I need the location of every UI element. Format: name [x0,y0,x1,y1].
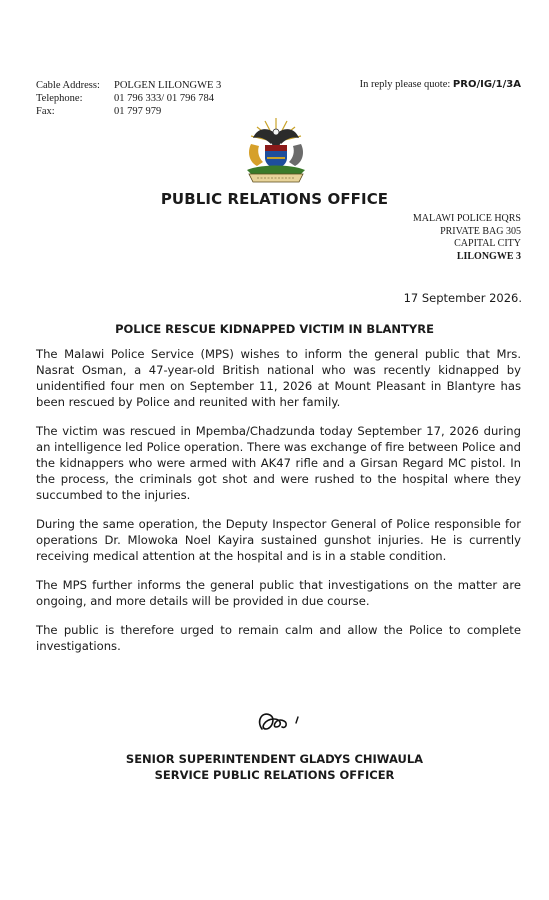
telephone-label: Telephone: [36,93,83,104]
reply-ref-code: PRO/IG/1/3A [452,79,521,90]
signatory-block [0,751,549,783]
address-block [413,213,521,263]
body-text [36,346,521,667]
press-release-headline: POLICE RESCUE KIDNAPPED VICTIM IN BLANTYRE [115,322,434,336]
paragraph-1: The Malawi Police Service (MPS) wishes to inform the general public that Mrs. Nasrat Osman, a 47-year-old British national who was recently kidnapped by unidentified four men on September 11, 2026 at Mount Pleasant in Blantyre has been rescued by Police and reunited with her family. [36,347,521,409]
reply-label: In reply please quote: [359,79,451,90]
fax-value: 01 797 979 [114,106,162,117]
contact-block [36,79,221,118]
telephone-value: 01 796 333/ 01 796 784 [114,93,215,104]
address-line-2: PRIVATE BAG 305 [440,225,521,237]
telephone-row [36,92,221,105]
paragraph-2: The victim was rescued in Mpemba/Chadzunda today September 17, 2026 during an intelligence led Police operation. There was exchange of fire between Police and the kidnappers who were armed with AK47 rifle and a Girsan Regard MC pistol. In the process, the criminals got shot and were rushed to the hospital where they succumbed to the injuries. [36,424,521,502]
office-title: PUBLIC RELATIONS OFFICE [160,190,389,208]
paragraph-3: During the same operation, the Deputy Inspector General of Police responsible for operations Dr. Mlowoka Noel Kayira sustained gunshot injuries. He is currently receiving medical attention at the hospital and is in a stable condition. [36,517,521,563]
address-line-1: MALAWI POLICE HQRS [412,213,521,224]
address-line-4: LILONGWE 3 [456,250,521,262]
malawi-police-emblem-icon [237,114,315,184]
signature-icon [252,707,312,737]
fax-label: Fax: [36,106,55,117]
document-date: 17 September 2026. [403,291,522,305]
cable-value: POLGEN LILONGWE 3 [114,80,222,91]
paragraph-5: The public is therefore urged to remain calm and allow the Police to complete investigations. [36,623,521,653]
cable-label: Cable Address: [36,80,100,91]
signatory-name: SENIOR SUPERINTENDENT GLADYS CHIWAULA [125,752,424,766]
paragraph-4: The MPS further informs the general public that investigations on the matter are ongoing, and more details will be provided in due course. [36,578,521,608]
reply-reference [360,79,521,90]
address-line-3: CAPITAL CITY [454,238,521,249]
cable-row [36,79,221,92]
signatory-title: SERVICE PUBLIC RELATIONS OFFICER [154,768,395,782]
fax-row [36,105,221,118]
